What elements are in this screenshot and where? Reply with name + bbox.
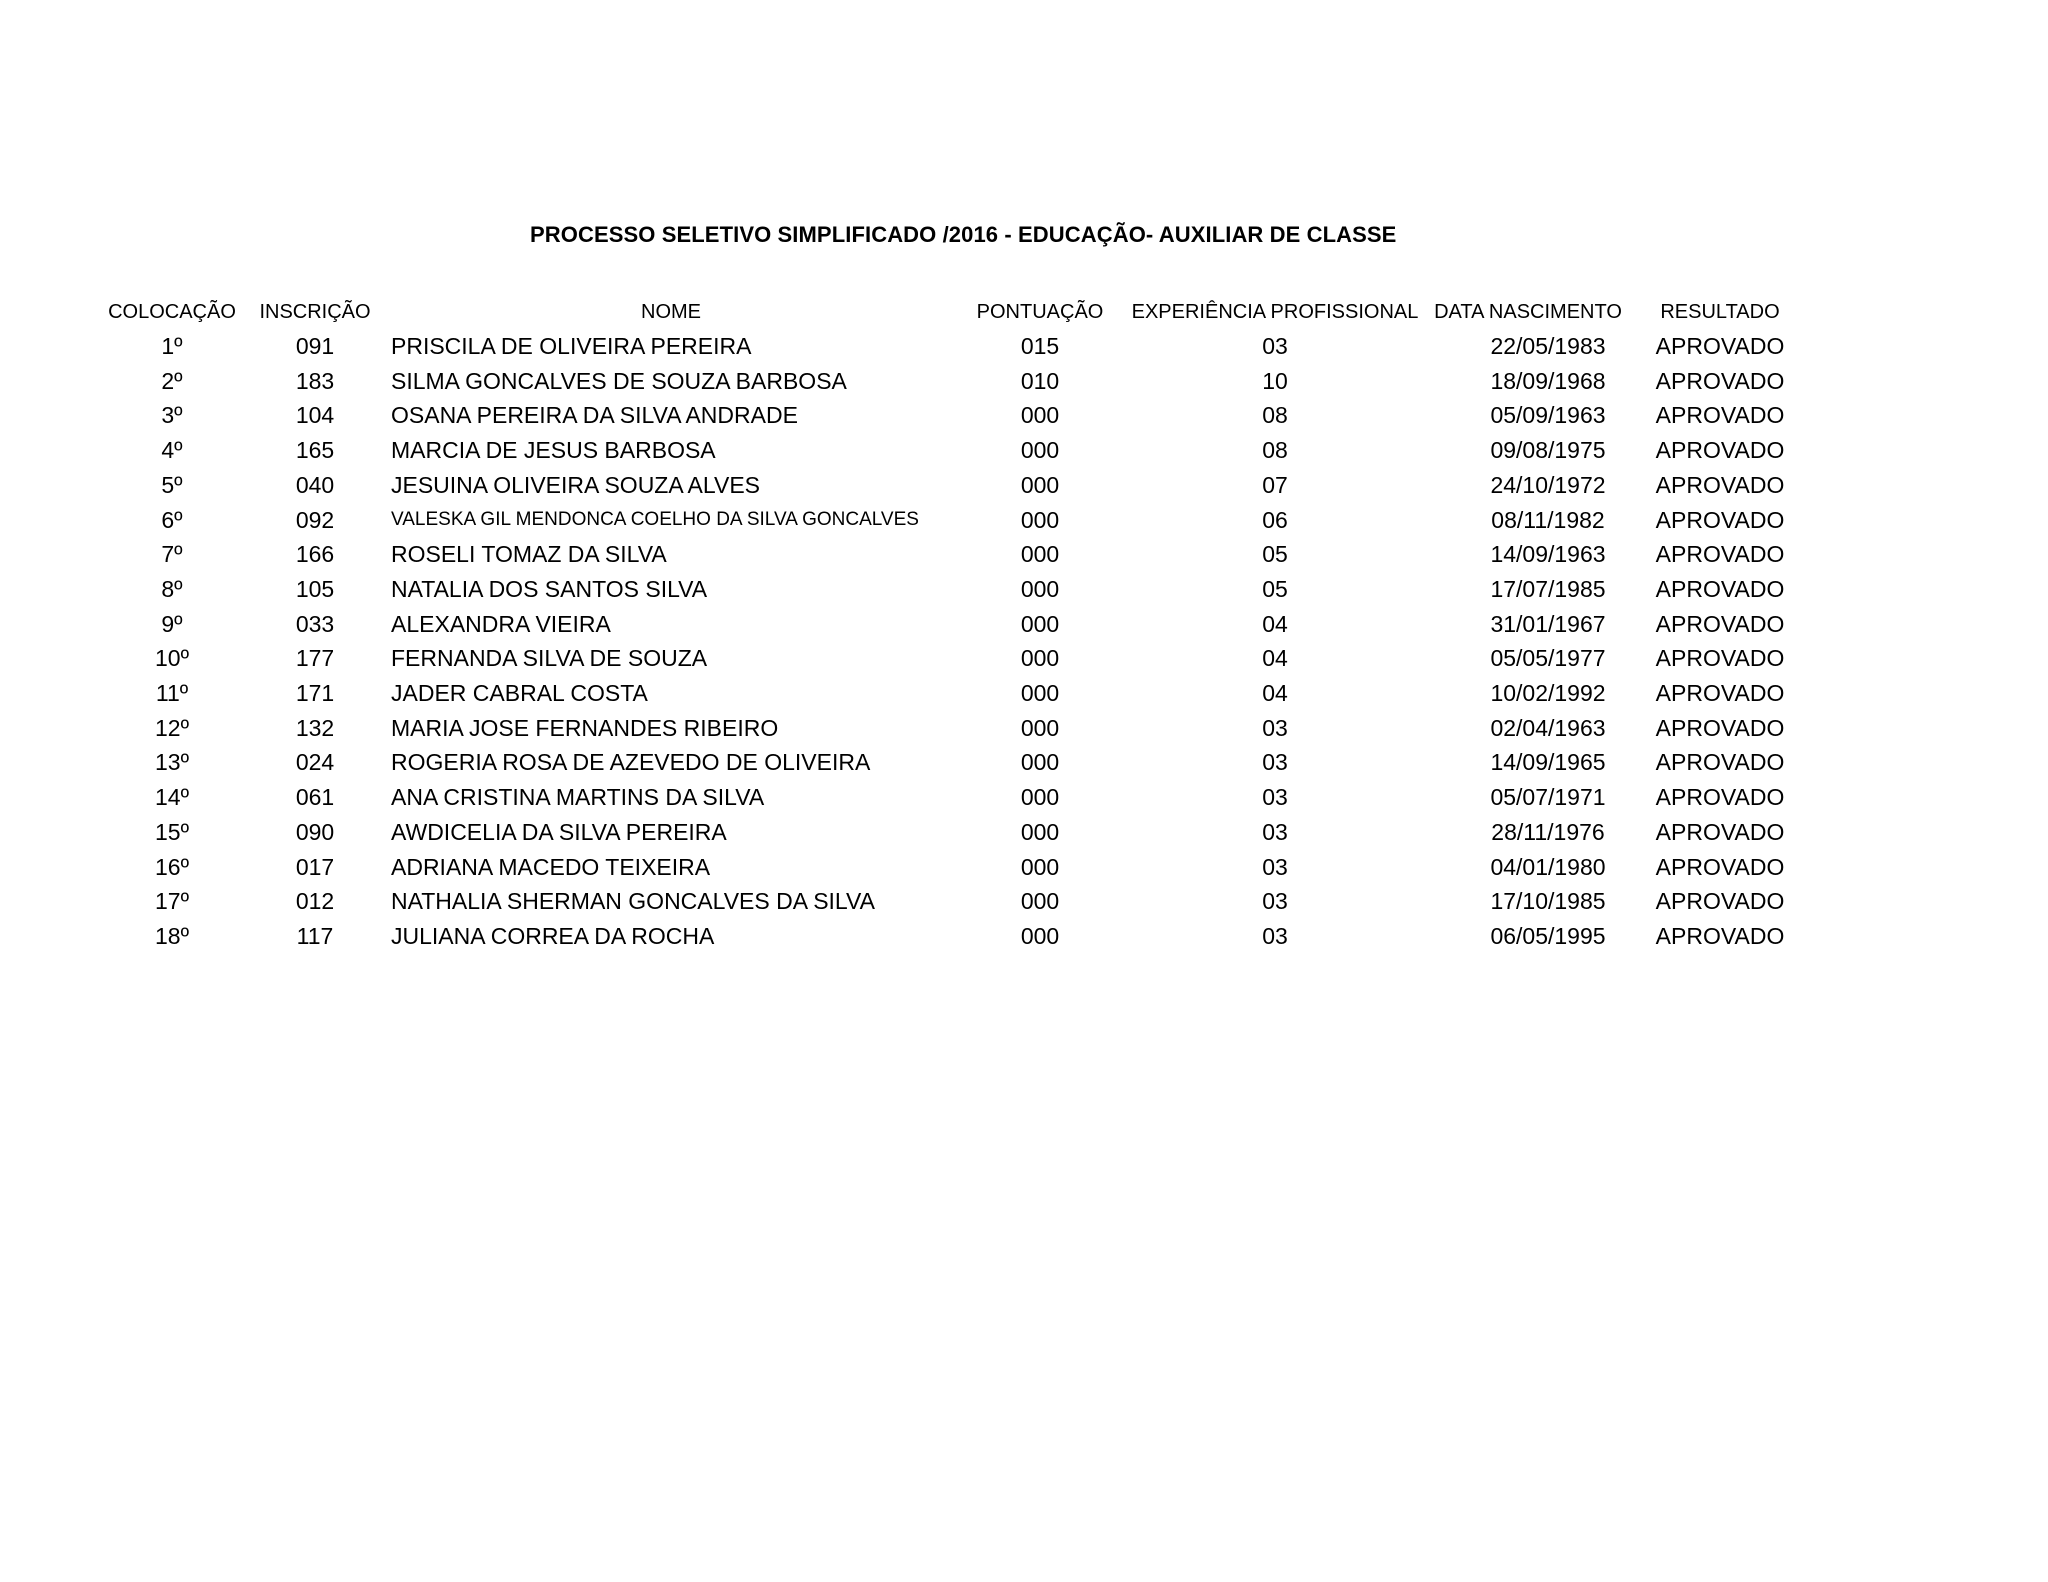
cell-inscricao: 165: [295, 437, 335, 464]
cell-pontuacao: 000: [1020, 506, 1060, 533]
cell-data-nascimento: 14/09/1963: [1490, 541, 1606, 568]
cell-pontuacao: 000: [1020, 853, 1060, 880]
cell-resultado: APROVADO: [1655, 437, 1785, 464]
table-row: [0, 468, 2048, 502]
table-row: [0, 641, 2048, 675]
table-row: [0, 364, 2048, 398]
cell-resultado: APROVADO: [1655, 471, 1785, 498]
cell-colocacao: 17º: [155, 888, 189, 915]
table-row: [0, 503, 2048, 537]
cell-experiencia: 03: [1262, 888, 1288, 915]
cell-pontuacao: 015: [1020, 333, 1060, 359]
cell-pontuacao: 000: [1020, 471, 1060, 498]
cell-data-nascimento: 22/05/1983: [1490, 333, 1606, 359]
cell-pontuacao: 010: [1020, 367, 1060, 394]
page-title: PROCESSO SELETIVO SIMPLIFICADO /2016 - EDUCAÇÃO- AUXILIAR DE CLASSE: [530, 222, 1397, 247]
cell-data-nascimento: 05/07/1971: [1490, 784, 1606, 811]
cell-pontuacao: 000: [1020, 437, 1060, 464]
header-pontuacao: PONTUAÇÃO: [976, 301, 1104, 323]
cell-resultado: APROVADO: [1655, 922, 1785, 949]
table-row: [0, 815, 2048, 849]
cell-colocacao: 11º: [155, 680, 189, 706]
cell-inscricao: 092: [295, 506, 335, 533]
table-row: [0, 850, 2048, 884]
cell-pontuacao: 000: [1020, 610, 1060, 637]
cell-inscricao: 104: [295, 402, 335, 429]
cell-colocacao: 7º: [161, 541, 183, 568]
cell-data-nascimento: 04/01/1980: [1490, 853, 1606, 880]
table-row: [0, 433, 2048, 467]
table-row: [0, 537, 2048, 571]
cell-colocacao: 1º: [161, 333, 183, 359]
cell-pontuacao: 000: [1020, 784, 1060, 811]
cell-nome: VALESKA GIL MENDONCA COELHO DA SILVA GONCALVES: [391, 508, 919, 530]
cell-resultado: APROVADO: [1655, 610, 1785, 637]
cell-inscricao: 033: [295, 610, 335, 637]
cell-experiencia: 08: [1262, 402, 1288, 429]
cell-data-nascimento: 10/02/1992: [1490, 680, 1606, 706]
cell-pontuacao: 000: [1020, 402, 1060, 429]
cell-inscricao: 132: [295, 714, 335, 741]
cell-pontuacao: 000: [1020, 714, 1060, 741]
cell-data-nascimento: 09/08/1975: [1490, 437, 1606, 464]
cell-colocacao: 6º: [161, 506, 183, 533]
cell-pontuacao: 000: [1020, 575, 1060, 602]
cell-colocacao: 9º: [161, 610, 183, 637]
cell-experiencia: 03: [1262, 853, 1288, 880]
cell-inscricao: 040: [295, 471, 335, 498]
cell-resultado: APROVADO: [1655, 402, 1785, 429]
cell-nome: OSANA PEREIRA DA SILVA ANDRADE: [391, 402, 798, 429]
cell-inscricao: 105: [295, 575, 335, 602]
cell-nome: NATHALIA SHERMAN GONCALVES DA SILVA: [391, 888, 875, 915]
table-row: [0, 676, 2048, 710]
cell-inscricao: 061: [295, 784, 335, 811]
cell-nome: FERNANDA SILVA DE SOUZA: [391, 645, 708, 672]
cell-data-nascimento: 18/09/1968: [1490, 367, 1606, 394]
cell-resultado: APROVADO: [1655, 367, 1785, 394]
cell-pontuacao: 000: [1020, 922, 1060, 949]
cell-nome: JADER CABRAL COSTA: [391, 680, 648, 706]
table-row: [0, 572, 2048, 606]
cell-inscricao: 024: [295, 749, 335, 776]
cell-data-nascimento: 05/09/1963: [1490, 402, 1606, 429]
cell-experiencia: 03: [1262, 922, 1288, 949]
header-colocacao: COLOCAÇÃO: [108, 301, 236, 323]
cell-colocacao: 16º: [155, 853, 189, 880]
cell-nome: PRISCILA DE OLIVEIRA PEREIRA: [391, 333, 752, 359]
cell-nome: ROGERIA ROSA DE AZEVEDO DE OLIVEIRA: [391, 749, 871, 776]
cell-data-nascimento: 02/04/1963: [1490, 714, 1606, 741]
table-header: [0, 295, 2048, 329]
cell-colocacao: 12º: [155, 714, 189, 741]
table-row: [0, 607, 2048, 641]
cell-resultado: APROVADO: [1655, 645, 1785, 672]
cell-pontuacao: 000: [1020, 749, 1060, 776]
cell-resultado: APROVADO: [1655, 853, 1785, 880]
cell-pontuacao: 000: [1020, 645, 1060, 672]
cell-colocacao: 5º: [161, 471, 183, 498]
table-row: [0, 711, 2048, 745]
table-row: [0, 919, 2048, 953]
cell-resultado: APROVADO: [1655, 541, 1785, 568]
cell-data-nascimento: 14/09/1965: [1490, 749, 1606, 776]
cell-colocacao: 14º: [155, 784, 189, 811]
cell-colocacao: 10º: [155, 645, 189, 672]
header-inscricao: INSCRIÇÃO: [259, 301, 371, 323]
cell-nome: ADRIANA MACEDO TEIXEIRA: [391, 853, 711, 880]
header-data-nascimento: DATA NASCIMENTO: [1434, 301, 1622, 323]
cell-experiencia: 03: [1262, 784, 1288, 811]
cell-data-nascimento: 17/07/1985: [1490, 575, 1606, 602]
cell-pontuacao: 000: [1020, 680, 1060, 706]
header-resultado: RESULTADO: [1660, 301, 1780, 323]
cell-experiencia: 03: [1262, 818, 1288, 845]
cell-experiencia: 05: [1262, 541, 1288, 568]
table-row: [0, 884, 2048, 918]
table-row: [0, 745, 2048, 779]
cell-inscricao: 091: [295, 333, 335, 359]
cell-colocacao: 15º: [155, 818, 189, 845]
cell-experiencia: 06: [1262, 506, 1288, 533]
cell-data-nascimento: 24/10/1972: [1490, 471, 1606, 498]
cell-experiencia: 07: [1262, 471, 1288, 498]
cell-nome: ALEXANDRA VIEIRA: [391, 610, 611, 637]
cell-inscricao: 117: [296, 922, 334, 949]
cell-experiencia: 10: [1262, 367, 1288, 394]
table-row: [0, 780, 2048, 814]
cell-nome: JESUINA OLIVEIRA SOUZA ALVES: [391, 471, 760, 498]
table-row: [0, 329, 2048, 363]
cell-colocacao: 4º: [161, 437, 183, 464]
cell-resultado: APROVADO: [1655, 888, 1785, 915]
cell-nome: JULIANA CORREA DA ROCHA: [391, 922, 715, 949]
cell-nome: SILMA GONCALVES DE SOUZA BARBOSA: [391, 367, 847, 394]
cell-experiencia: 03: [1262, 333, 1288, 359]
cell-data-nascimento: 05/05/1977: [1490, 645, 1606, 672]
cell-nome: NATALIA DOS SANTOS SILVA: [391, 575, 708, 602]
cell-resultado: APROVADO: [1655, 575, 1785, 602]
cell-nome: ANA CRISTINA MARTINS DA SILVA: [391, 784, 765, 811]
cell-experiencia: 03: [1262, 714, 1288, 741]
cell-colocacao: 18º: [155, 922, 189, 949]
cell-colocacao: 13º: [155, 749, 189, 776]
cell-nome: AWDICELIA DA SILVA PEREIRA: [391, 818, 727, 845]
cell-experiencia: 04: [1262, 645, 1288, 672]
cell-resultado: APROVADO: [1655, 333, 1785, 359]
cell-data-nascimento: 17/10/1985: [1490, 888, 1606, 915]
cell-nome: MARIA JOSE FERNANDES RIBEIRO: [391, 714, 779, 741]
cell-experiencia: 03: [1262, 749, 1288, 776]
cell-inscricao: 171: [295, 680, 335, 706]
cell-pontuacao: 000: [1020, 818, 1060, 845]
cell-inscricao: 177: [295, 645, 335, 672]
table-row: [0, 398, 2048, 432]
cell-resultado: APROVADO: [1655, 506, 1785, 533]
cell-experiencia: 04: [1262, 610, 1288, 637]
header-nome: NOME: [641, 301, 701, 323]
cell-experiencia: 04: [1262, 680, 1288, 706]
cell-colocacao: 3º: [161, 402, 183, 429]
cell-resultado: APROVADO: [1655, 784, 1785, 811]
cell-inscricao: 183: [295, 367, 335, 394]
cell-inscricao: 166: [295, 541, 335, 568]
cell-nome: ROSELI TOMAZ DA SILVA: [391, 541, 667, 568]
cell-data-nascimento: 06/05/1995: [1490, 922, 1606, 949]
cell-colocacao: 8º: [161, 575, 183, 602]
cell-inscricao: 012: [295, 888, 335, 915]
cell-data-nascimento: 31/01/1967: [1490, 610, 1606, 637]
cell-colocacao: 2º: [161, 367, 183, 394]
cell-pontuacao: 000: [1020, 888, 1060, 915]
header-experiencia: EXPERIÊNCIA PROFISSIONAL: [1131, 301, 1419, 323]
cell-inscricao: 090: [295, 818, 335, 845]
cell-pontuacao: 000: [1020, 541, 1060, 568]
cell-experiencia: 05: [1262, 575, 1288, 602]
cell-resultado: APROVADO: [1655, 680, 1785, 706]
cell-data-nascimento: 28/11/1976: [1491, 818, 1605, 845]
cell-data-nascimento: 08/11/1982: [1491, 506, 1605, 533]
cell-experiencia: 08: [1262, 437, 1288, 464]
cell-nome: MARCIA DE JESUS BARBOSA: [391, 437, 716, 464]
cell-inscricao: 017: [295, 853, 335, 880]
cell-resultado: APROVADO: [1655, 818, 1785, 845]
cell-resultado: APROVADO: [1655, 749, 1785, 776]
cell-resultado: APROVADO: [1655, 714, 1785, 741]
